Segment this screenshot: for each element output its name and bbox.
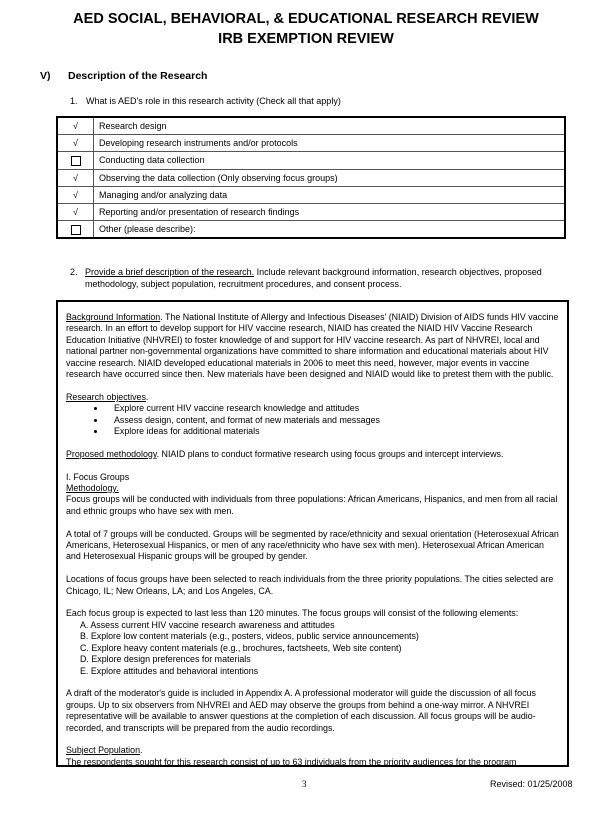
section-title: Description of the Research [68,70,208,82]
empty-checkbox-icon[interactable] [71,156,81,166]
list-item: D. Explore design preferences for materials [80,654,251,665]
question-number: 2. [70,267,78,277]
section-number: V) [40,70,51,82]
document-subtitle: IRB EXEMPTION REVIEW [218,31,394,47]
checkmark-icon[interactable]: √ [57,135,94,152]
paragraph: A total of 7 groups will be conducted. Groups will be segmented by race/ethnicity and sexual orientation (Heterosexual African Americans, Heterosexual Hispanics, or men of any race/ethnicity who have sex with men). Heterosexual African American and Heterosexual Hispanic groups will be grouped by gender. [66,528,559,562]
question-text: What is AED's role in this research activity (Check all that apply) [86,96,341,106]
background-heading: Background Information [66,312,161,322]
checkbox[interactable] [57,152,94,169]
paragraph: Each focus group is expected to last less than 120 minutes. The focus groups will consist of the following elements: [66,608,519,619]
list-item: • Explore ideas for additional materials [106,426,559,437]
checkmark-icon[interactable]: √ [57,203,94,220]
subject-text: The respondents sought for this research consist of up to 63 individuals from the priority audiences for the program [66,756,517,767]
table-row [57,169,565,186]
checkmark-icon[interactable]: √ [57,169,94,186]
focus-groups-heading: I. Focus Groups [66,471,130,482]
paragraph: A draft of the moderator's guide is included in Appendix A. A professional moderator will guide the discussion of all focus groups. Up to six observers from NHVREI and AED may observe the groups from behind a one-way mirror. A NHVREI representative will be available to answer questions at the completion of each discussion. All focus groups will be audio-recorded, and transcripts will be prepared from the audio recordings. [66,688,536,733]
page-number: 3 [302,779,307,789]
fg-methodology-heading: Methodology. [66,483,119,494]
table-row [57,221,565,239]
role-label: Conducting data collection [94,152,566,169]
box-bottom-border [56,765,569,767]
question-text: Include relevant background information, research objectives, proposed methodology, subject population, recruitment procedures, and consent process. [85,267,542,289]
description-box[interactable]: Background Information. The National Institute of Allergy and Infectious Diseases' (NIAID) Division of AIDS funds HIV vaccine research. In an effort to develop support for HIV vaccine research, NIAID has created the NIAID HIV Vaccine Research Education Initiative (NHVREI) to foster knowledge of and support for HIV vaccine research. As part of NHVREI, local and national partner non-governmental organizations have committed to share information and educational materials about HIV vaccine research. NIAID developed educational materials in 2006 to meet this need, however, major events in vaccine research have occurred since then. New materials have been designed and NIAID would like to pretest them with the public. Research objectives. • Explore current HIV vaccine research knowledge and attitudes • Assess design, content, and format of new materials and messages • Explore ideas for additional materials Proposed methodology. NIAID plans to conduct formative research using focus groups and intercept interviews. I. Focus Groups Methodology. Focus groups will be conducted with individuals from three populations: African Americans, Hispanics, and men from all racial and ethnic groups who have sex with men. A total of 7 groups will be conducted. Groups will be segmented by race/ethnicity and sexual orientation (Heterosexual African Americans, Heterosexual Hispanics, or men of any race/ethnicity who have sex with men). Heterosexual African American and Heterosexual Hispanic groups will be grouped by gender. Locations of focus groups have been selected to reach individuals from the three priority populations. The cities selected are Chicago, IL; New Orleans, LA; and Los Angeles, CA. Each focus group is expected to last less than 120 minutes. The focus groups will consist of the following elements: A. Assess current HIV vaccine research awareness and attitudes B. Explore low content materials (e.g., posters, videos, public service announcements) C. Explore heavy content materials (e.g., brochures, factsheets, Web site content) D. Explore design preferences for materials E. Explore attitudes and behavioral intentions A draft of the moderator's guide is included in Appendix A. A professional moderator will guide the discussion of all focus groups. Up to six observers from NHVREI and AED may observe the groups from behind a one-way mirror. A NHVREI representative will be available to answer questions at the completion of each discussion. All focus groups will be audio-recorded, and transcripts will be prepared from the audio recordings. Subject Population. The respondents sought for this research consist of up to 63 individuals from the priority audiences for the program [56,300,569,767]
list-item: • Explore current HIV vaccine research knowledge and attitudes [106,403,559,414]
background-text: . The National Institute of Allergy and Infectious Diseases' (NIAID) Division of AIDS funds HIV vaccine research. In an effort to develop support for HIV vaccine research, NIAID has created the NIAID HIV Vaccine Research Education Initiative (NHVREI) to foster knowledge of and support for HIV vaccine research. As part of NHVREI, local and national partner non-governmental organizations have committed to share information and educational materials about HIV vaccine research. NIAID developed educational materials in 2006 to meet this need, however, major events in vaccine research have occurred since then. New materials have been designed and NIAID would like to pretest them with the public. [66,312,559,380]
paragraph: Focus groups will be conducted with individuals from three populations: African Americans, Hispanics, and men from all racial and ethnic groups who have sex with men. [66,494,558,516]
question-number: 1. [70,96,78,106]
revised-date: Revised: 01/25/2008 [490,779,573,789]
methodology-paragraph [66,449,559,460]
objectives-list [66,403,559,437]
role-label: Managing and/or analyzing data [94,186,566,203]
background-paragraph [66,312,559,380]
methodology-heading: Proposed methodology [66,448,157,459]
checkmark-icon[interactable]: √ [57,117,94,135]
empty-checkbox-icon[interactable] [71,225,81,235]
table-row [57,135,565,152]
checkbox[interactable] [57,221,94,239]
question-1 [70,96,341,106]
roles-table [56,116,566,239]
role-label: Reporting and/or presentation of research findings [94,203,566,220]
question-2 [70,266,570,290]
section-heading [40,70,207,82]
objectives-heading-text: Research objectives [66,391,146,402]
list-item: B. Explore low content materials (e.g., posters, videos, public service announcements) [80,631,419,642]
paragraph: Locations of focus groups have been selected to reach individuals from the three priority populations. The cities selected are Chicago, IL; New Orleans, LA; and Los Angeles, CA. [66,574,554,596]
table-row [57,152,565,169]
methodology-text: . NIAID plans to conduct formative research using focus groups and intercept interviews. [156,448,504,459]
list-item: C. Explore heavy content materials (e.g., brochures, factsheets, Web site content) [80,642,402,653]
subject-heading: Subject Population [66,745,141,756]
role-label: Observing the data collection (Only observing focus groups) [94,169,566,186]
table-row [57,203,565,220]
list-item: E. Explore attitudes and behavioral intentions [80,665,259,676]
role-label: Research design [94,117,566,135]
question-underlined: Provide a brief description of the research. [85,267,255,277]
list-item: • Assess design, content, and format of new materials and messages [106,415,559,426]
objectives-heading: Research objectives. [66,391,149,402]
elements-list [66,620,559,677]
checkmark-icon[interactable]: √ [57,186,94,203]
list-item: A. Assess current HIV vaccine research awareness and attitudes [80,619,335,630]
role-label: Developing research instruments and/or protocols [94,135,566,152]
table-row [57,117,565,135]
document-title: AED SOCIAL, BEHAVIORAL, & EDUCATIONAL RESEARCH REVIEW [73,11,539,27]
role-label: Other (please describe): [94,221,566,239]
table-row [57,186,565,203]
